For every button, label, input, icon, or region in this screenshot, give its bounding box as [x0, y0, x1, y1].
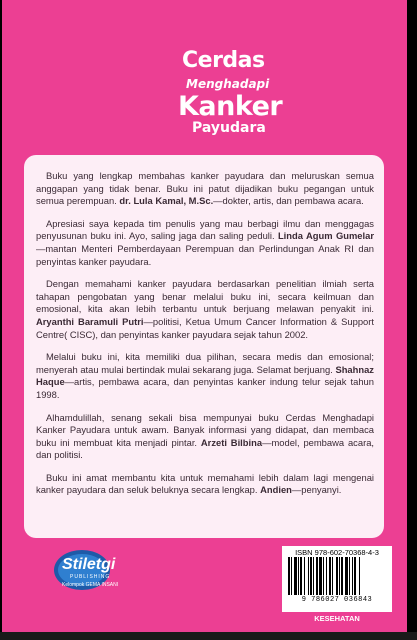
testimonial-author: Andien — [260, 484, 292, 496]
title-line-4: Payudara — [192, 120, 266, 136]
barcode-bar — [339, 557, 340, 595]
blurb-text — [36, 170, 374, 507]
barcode-bar — [310, 557, 312, 595]
barcode-bar — [300, 557, 302, 595]
barcode-bar — [341, 557, 343, 595]
barcode-bar — [336, 557, 338, 595]
barcode-bar — [316, 557, 318, 595]
barcode-bar — [352, 557, 353, 595]
publisher-sub: PUBLISHING — [70, 574, 111, 580]
barcode-bar — [304, 557, 305, 595]
testimonial-author: Linda Agum Gumelar — [277, 230, 374, 242]
barcode-bar — [359, 557, 360, 595]
testimonial-3 — [36, 278, 374, 341]
publisher-name: Stiletgi — [62, 556, 116, 573]
category-label: KESEHATAN — [314, 614, 360, 623]
testimonial-author: dr. Lula Kamal, M.Sc. — [119, 195, 214, 207]
testimonial-role: —dokter, artis, dan pembawa acara. — [213, 195, 364, 207]
barcode-bar — [298, 557, 299, 595]
barcode-bar — [349, 557, 350, 595]
testimonial-text: Apresiasi saya kepada tim penulis yang mau berbagi ilmu dan menggagas penyusunan buku ini. Ayo, saling jaga dan saling peduli. — [36, 217, 374, 242]
barcode-bar — [332, 557, 333, 595]
testimonial-role: —penyanyi. — [291, 484, 342, 496]
barcode-bar — [345, 557, 348, 595]
cover-bottom-edge — [0, 632, 417, 640]
testimonial-4 — [36, 351, 374, 401]
testimonial-text: Melalui buku ini, kita memiliki dua pilihan, secara medis dan emosional; menyerah atau mulai bertindak mulai sekarang juga. Selamat berjuang. — [36, 351, 374, 375]
barcode-number: 9 786027 036843 — [301, 596, 373, 604]
testimonial-author: Arzeti Bilbina — [200, 436, 263, 448]
testimonial-5 — [36, 412, 374, 462]
testimonial-author: Aryanthi Baramuli Putri — [36, 315, 144, 327]
title-line-3: Kanker — [178, 91, 283, 122]
testimonial-text: Buku yang lengkap membahas kanker payudara dan meluruskan semua anggapan yang tidak benar. Buku ini patut dijadikan buku pegangan untuk semua perempuan. — [36, 170, 374, 207]
title-line-2: Menghadapi — [186, 77, 270, 91]
testimonial-text: Alhamdulillah, senang sekali bisa mempunyai buku Cerdas Menghadapi Kanker Payudara untuk awam. Banyak informasi yang didapat, dan membaca buku ini membuat kita menjadi pintar. — [36, 411, 374, 448]
testimonial-6 — [36, 472, 374, 497]
barcode-bar — [354, 557, 356, 595]
barcode-bar — [294, 557, 297, 595]
barcode-bar — [319, 557, 322, 595]
barcode-bar — [323, 557, 324, 595]
barcode-bar — [313, 557, 314, 595]
barcode-bar — [308, 557, 309, 595]
testimonial-author: Shahnaz Haque — [36, 363, 374, 388]
testimonial-role: —politisi, Ketua Umum Cancer Information & Support Centre( CISC), dan penyintas kanker payudara sejak tahun 2002. — [36, 315, 374, 340]
testimonial-1 — [36, 170, 374, 208]
barcode-bar — [326, 557, 327, 595]
barcode-bar — [329, 557, 331, 595]
barcode-icon — [287, 557, 385, 595]
testimonial-text: Dengan memahami kanker payudara berdasarkan penelitian ilmiah serta tahapan pengobatan yang benar melalui buku ini, secara keilmuan dan emosional, kita akan lebih terbantu untuk berjuang melawan penyakit ini. — [36, 278, 374, 315]
publisher-group: Kelompok GEMA INSANI — [62, 582, 119, 588]
testimonial-role: —model, pembawa acara, dan politisi. — [36, 436, 375, 461]
testimonial-2 — [36, 218, 374, 268]
title-line-1: Cerdas — [182, 48, 265, 73]
barcode-bar — [291, 557, 292, 595]
isbn-label: ISBN 978-602-70368-4-3 — [295, 548, 379, 557]
barcode-bar — [288, 557, 290, 595]
testimonial-text: Buku ini amat membantu kita untuk memahami lebih dalam lagi mengenai kanker payudara dan seluk beluknya secara lengkap. — [36, 471, 374, 496]
testimonial-role: —artis, pembawa acara, dan penyintas kanker indung telur sejak tahun 1998. — [36, 376, 374, 400]
testimonial-role: —mantan Menteri Pemberdayaan Perempuan dan Perlindungan Anak RI dan penyintas kanker payudara. — [36, 242, 374, 267]
